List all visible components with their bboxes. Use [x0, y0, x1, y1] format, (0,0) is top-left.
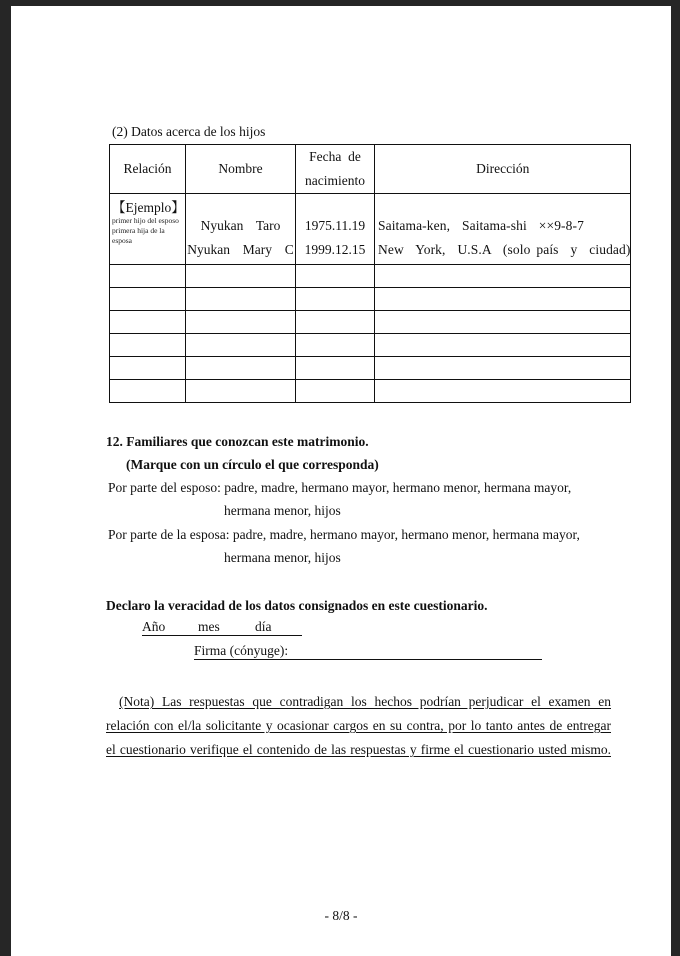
- note-line-1: (Nota) Las respuestas que contradigan los hechos podrían perjudicar el examen en: [119, 694, 611, 709]
- example-name-cell: [186, 194, 296, 265]
- example-address-1: Saitama-ken, Saitama-shi ××9-8-7: [378, 218, 584, 233]
- example-name-2: Nyukan Mary C: [187, 242, 294, 257]
- relation-cell[interactable]: [110, 288, 186, 311]
- example-address-cell: [375, 194, 631, 265]
- name-cell[interactable]: [186, 265, 296, 288]
- address-cell[interactable]: [375, 334, 631, 357]
- table-row: [110, 311, 631, 334]
- table-row: [110, 334, 631, 357]
- date-field[interactable]: [142, 619, 302, 636]
- note-paragraph: [106, 690, 611, 762]
- name-cell[interactable]: [186, 380, 296, 403]
- example-relation-1: primer hijo del esposo: [112, 216, 179, 225]
- note-line-2: relación con el/la solicitante y ocasionar cargos en su contra, por lo tanto antes de entregar: [106, 718, 611, 733]
- birth-cell[interactable]: [296, 265, 375, 288]
- document-page: [11, 6, 671, 956]
- note-line-3: el cuestionario verifique el contenido de las respuestas y firme el cuestionario usted mismo.: [106, 742, 611, 757]
- birth-cell[interactable]: [296, 311, 375, 334]
- example-name-1: Nyukan Taro: [200, 218, 281, 233]
- birth-cell[interactable]: [296, 380, 375, 403]
- husband-relatives-line1: Por parte del esposo: padre, madre, hermano mayor, hermano menor, hermana mayor,: [108, 480, 572, 495]
- birth-cell[interactable]: [296, 334, 375, 357]
- wife-relatives-line1: Por parte de la esposa: padre, madre, hermano mayor, hermano menor, hermana mayor,: [108, 527, 580, 542]
- table-row: [110, 357, 631, 380]
- example-birth-cell: [296, 194, 375, 265]
- example-label: 【Ejemplo】: [112, 200, 185, 215]
- relation-cell[interactable]: [110, 380, 186, 403]
- children-table: [109, 144, 631, 403]
- example-row: [110, 194, 631, 265]
- example-birth-2: 1999.12.15: [304, 242, 366, 257]
- table-row: [110, 288, 631, 311]
- header-address: Dirección: [375, 145, 631, 194]
- address-cell[interactable]: [375, 265, 631, 288]
- example-address-2: New York, U.S.A (solo país y ciudad): [378, 242, 631, 257]
- birth-cell[interactable]: [296, 357, 375, 380]
- name-cell[interactable]: [186, 288, 296, 311]
- address-cell[interactable]: [375, 288, 631, 311]
- address-cell[interactable]: [375, 357, 631, 380]
- header-relation: Relación: [110, 145, 186, 194]
- example-relation-cell: [110, 194, 186, 265]
- header-birth-line2: nacimiento: [305, 173, 365, 188]
- header-birth-date: [296, 145, 375, 194]
- page-number: - 8/8 -: [324, 908, 358, 923]
- name-cell[interactable]: [186, 357, 296, 380]
- example-birth-1: 1975.11.19: [304, 218, 366, 233]
- relation-cell[interactable]: [110, 265, 186, 288]
- example-relation-2: primera hija de la esposa: [112, 226, 165, 245]
- name-cell[interactable]: [186, 334, 296, 357]
- section-title: (2) Datos acerca de los hijos: [112, 124, 266, 139]
- signature-label: Firma (cónyuge):: [194, 643, 289, 658]
- relation-cell[interactable]: [110, 311, 186, 334]
- table-row: [110, 265, 631, 288]
- header-name: Nombre: [186, 145, 296, 194]
- birth-cell[interactable]: [296, 288, 375, 311]
- husband-relatives-line2: hermana menor, hijos: [224, 503, 341, 518]
- table-row: [110, 380, 631, 403]
- signature-field[interactable]: [194, 643, 542, 660]
- address-cell[interactable]: [375, 311, 631, 334]
- relation-cell[interactable]: [110, 334, 186, 357]
- declaration-text: Declaro la veracidad de los datos consignados en este cuestionario.: [106, 598, 488, 613]
- address-cell[interactable]: [375, 380, 631, 403]
- day-label: día: [255, 619, 272, 634]
- header-birth-line1: Fecha de: [309, 149, 361, 164]
- month-label: mes: [198, 619, 220, 634]
- table-header-row: [110, 145, 631, 194]
- wife-relatives-line2: hermana menor, hijos: [224, 550, 341, 565]
- name-cell[interactable]: [186, 311, 296, 334]
- year-label: Año: [142, 619, 166, 634]
- relation-cell[interactable]: [110, 357, 186, 380]
- question-12-subtitle: (Marque con un círculo el que corresponda): [126, 457, 379, 472]
- question-12-title: 12. Familiares que conozcan este matrimonio.: [106, 434, 369, 449]
